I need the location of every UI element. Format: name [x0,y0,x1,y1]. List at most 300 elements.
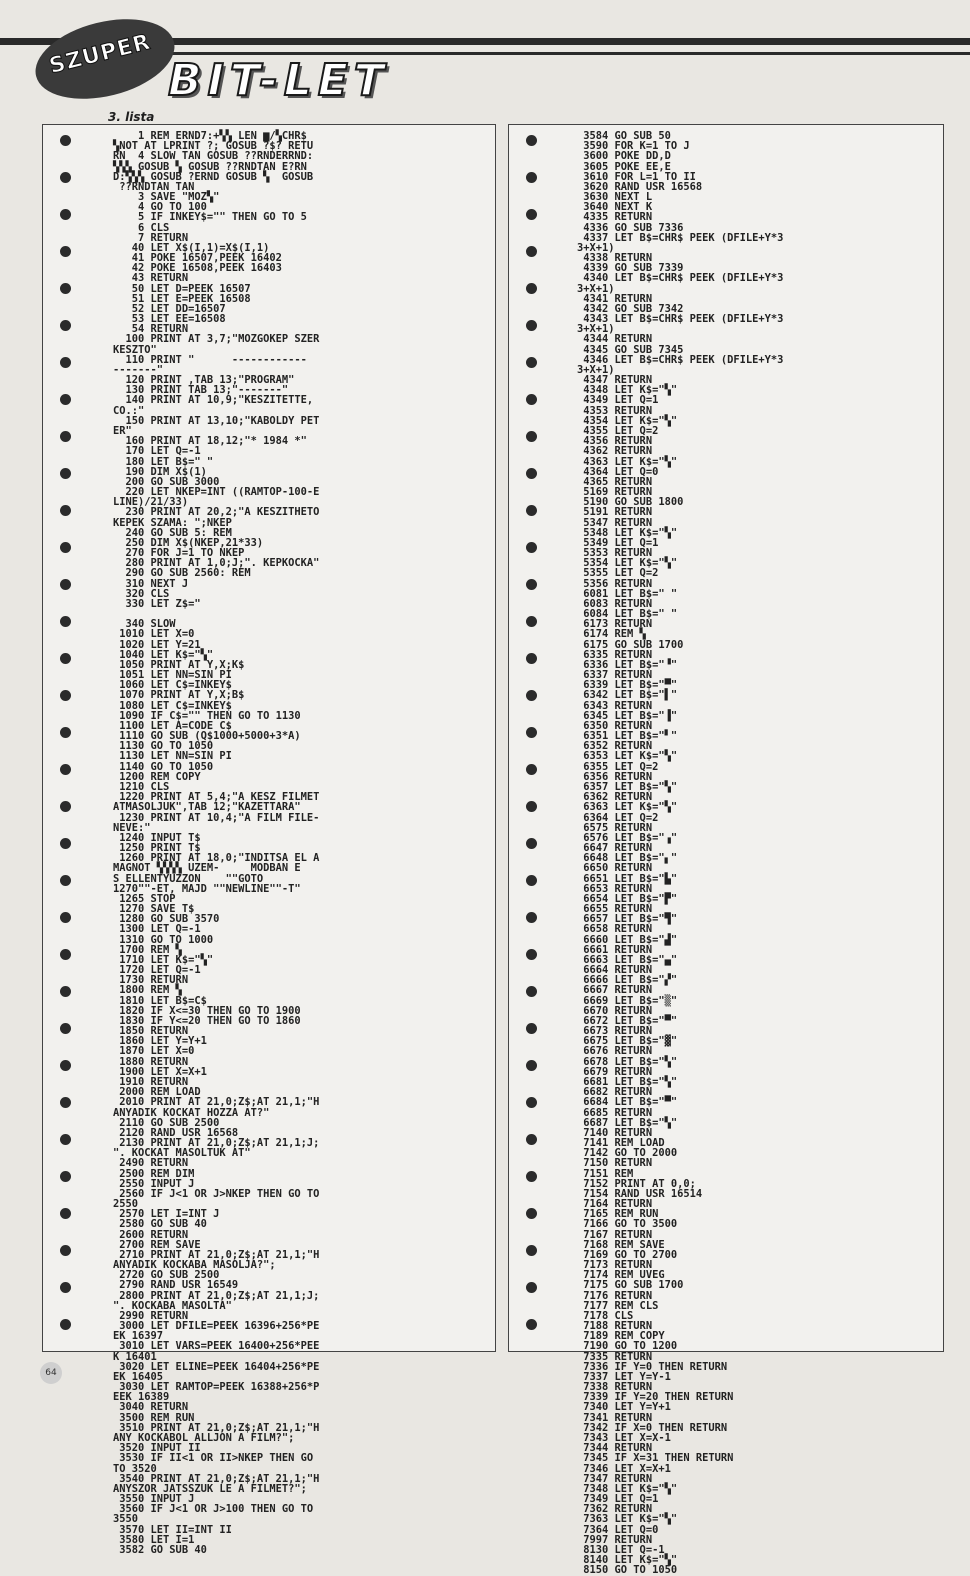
code-line: 1220 PRINT AT 5,4;"A KESZ FILMET [113,791,320,804]
code-line: 1230 PRINT AT 10,4;"A FILM FILE- [113,811,320,824]
code-line: 7154 RAND USR 16514 [577,1187,703,1200]
code-line: CO.:" [113,404,145,417]
code-line: KESZTO" [113,343,157,356]
punch-hole [526,394,537,405]
code-line: NEVE:" [113,821,151,834]
code-line: S ELLENTYUZZON ""GOTO [113,872,264,885]
code-line: 6352 RETURN [577,740,653,753]
code-line: 3500 REM RUN [113,1411,195,1424]
code-line: 7152 PRINT AT 0,0; [577,1177,696,1190]
code-line: 130 PRINT TAB 13;"-------" [113,384,289,397]
code-line: 5348 LET K$="▚" [577,526,678,539]
code-line: 6337 RETURN [577,669,653,682]
punch-hole [60,1208,71,1219]
code-line: 4364 LET Q=0 [577,465,659,478]
code-line: 6 CLS [113,221,170,234]
code-line: 6355 LET Q=2 [577,760,659,773]
code-line: 3550 [113,1513,139,1526]
code-line: 3584 GO SUB 50 [577,130,671,142]
code-line: 3550 INPUT J [113,1493,195,1506]
punch-hole [60,579,71,590]
code-line: 7345 IF X=31 THEN RETURN [577,1452,734,1465]
code-line: 1 REM ERND7:+▚▚ LEN ▆/▚CHR$ [113,130,307,142]
code-line: 3030 LET RAMTOP=PEEK 16388+256*P [113,1381,320,1394]
code-line: 7 RETURN [113,231,189,244]
punch-hole [60,1097,71,1108]
punch-hole [526,986,537,997]
code-line: 200 GO SUB 3000 [113,475,220,488]
code-line: 6657 LET B$="▜" [577,913,678,926]
code-line: 6673 RETURN [577,1025,653,1038]
code-line: 3 SAVE "MOZ▚" [113,191,220,204]
code-line: 8130 LET Q=-1 [577,1543,665,1556]
punch-hole [60,838,71,849]
code-line: ▚NOT AT LPRINT ?; GOSUB ?$? RETU [113,140,314,153]
code-line: 4337 LET B$=CHR$ PEEK (DFILE+Y*3 [577,231,784,244]
code-line: 2700 REM SAVE [113,1238,201,1251]
punch-hole [60,1319,71,1330]
code-line: 4344 RETURN [577,333,653,346]
punch-hole [60,542,71,553]
code-line: 7336 IF Y=0 THEN RETURN [577,1360,728,1373]
code-line: 2490 RETURN [113,1157,189,1170]
punch-hole [60,431,71,442]
code-line: 4 GO TO 100 [113,201,207,214]
code-line: ▚▚▚ GOSUB ▚ GOSUB ??RNDTAN E?RN [113,160,307,173]
code-line: 6675 LET B$="▓" [577,1035,678,1048]
punch-hole [526,1060,537,1071]
code-line: 1265 STOP [113,892,176,905]
code-line: 6654 LET B$="▛" [577,892,678,905]
code-line: 2550 [113,1198,139,1211]
code-line: 3640 NEXT K [577,201,653,214]
punch-hole [60,172,71,183]
code-line: 7178 CLS [577,1309,634,1322]
punch-hole [526,135,537,146]
code-line: ANY KOCKABOL ALLJON A FILM?"; [113,1432,295,1444]
code-line: 3570 LET II=INT II [113,1523,232,1536]
code-line: 41 POKE 16507,PEEK 16402 [113,252,282,265]
code-line: 7338 RETURN [577,1381,653,1394]
code-line: 6670 RETURN [577,1004,653,1017]
code-line: 7341 RETURN [577,1411,653,1424]
punch-hole [60,135,71,146]
code-line: 1310 GO TO 1000 [113,933,214,946]
punch-hole [526,468,537,479]
punch-hole [526,764,537,775]
punch-hole [526,505,537,516]
code-line: 2010 PRINT AT 21,0;Z$;AT 21,1;"H [113,1096,320,1109]
code-line: 6339 LET B$="▀" [577,679,678,692]
code-line: 1810 LET B$=C$ [113,994,207,1007]
code-line: 1060 LET C$=INKEY$ [113,679,232,692]
code-line: 5191 RETURN [577,506,653,519]
punch-hole [60,283,71,294]
code-line: 6356 RETURN [577,770,653,783]
code-line: 330 LET Z$=" [113,597,201,610]
code-line: 6664 RETURN [577,964,653,977]
code-line: 6682 RETURN [577,1086,653,1099]
code-line: 5169 RETURN [577,486,653,499]
punch-hole [526,209,537,220]
code-line: 6363 LET K$="▚" [577,801,678,814]
code-line: 4339 GO SUB 7339 [577,262,684,275]
punch-hole [60,875,71,886]
code-line: 4354 LET K$="▚" [577,414,678,427]
code-line: 4347 RETURN [577,374,653,387]
code-line: 5 IF INKEY$="" THEN GO TO 5 [113,211,307,224]
code-line: 250 DIM X$(NKEP,21*33) [113,536,264,549]
code-line: 1020 LET Y=21 [113,638,201,651]
code-line: 4341 RETURN [577,292,653,305]
code-line: 3000 LET DFILE=PEEK 16396+256*PE [113,1320,320,1333]
code-line: 4355 LET Q=2 [577,424,659,437]
punch-hole [60,616,71,627]
code-line: 1880 RETURN [113,1055,189,1068]
code-line: 5347 RETURN [577,516,653,529]
code-line: 1090 IF C$="" THEN GO TO 1130 [113,709,301,722]
code-line: 5354 LET K$="▚" [577,557,678,570]
code-line: 6653 RETURN [577,882,653,895]
code-line: 6666 LET B$="▞" [577,974,678,987]
code-line: 280 PRINT AT 1,0;J;". KEPKOCKA" [113,557,320,570]
code-line: 7150 RETURN [577,1157,653,1170]
code-line: 6357 LET B$="▚" [577,781,678,793]
code-line: RN 4 SLOW TAN GOSUB ??RNDERRND: [113,150,314,163]
punch-hole [526,690,537,701]
code-line: 5356 RETURN [577,577,653,590]
punch-hole [526,801,537,812]
code-line: 6335 RETURN [577,648,653,661]
code-line: 4343 LET B$=CHR$ PEEK (DFILE+Y*3 [577,313,784,326]
code-line: 2800 PRINT AT 21,0;Z$;AT 21,1;J; [113,1289,320,1302]
code-line: 6687 LET B$="▚" [577,1116,678,1129]
code-line: 7347 RETURN [577,1472,653,1485]
punch-hole [60,505,71,516]
code-line: 1250 PRINT T$ [113,842,201,855]
punch-hole [526,875,537,886]
code-line: 8140 LET K$="▚" [577,1554,678,1567]
code-line: 1050 PRINT AT Y,X;K$ [113,658,245,671]
punch-hole [526,1245,537,1256]
punch-hole [60,949,71,960]
code-line: 3605 POKE EE,E [577,160,671,173]
code-line: 4342 GO SUB 7342 [577,302,684,315]
code-line: 3630 NEXT L [577,191,653,204]
code-line: 4338 RETURN [577,252,653,265]
code-line: 310 NEXT J [113,577,189,590]
code-line: 1080 LET C$=INKEY$ [113,699,232,712]
code-line: 54 RETURN [113,323,189,336]
badge-text: SZUPER [46,29,154,80]
code-line: 5353 RETURN [577,547,653,560]
code-line: 7151 REM [577,1167,634,1180]
code-line: 7346 LET X=X+1 [577,1462,671,1475]
code-line: 230 PRINT AT 20,2;"A KESZITHETO [113,506,320,519]
code-line: 6575 RETURN [577,821,653,834]
punch-hole [60,209,71,220]
code-line: 6676 RETURN [577,1045,653,1058]
punch-hole [526,949,537,960]
code-line: 100 PRINT AT 3,7;"MOZGOKEP SZER [113,333,320,346]
punch-hole [60,357,71,368]
punch-hole [526,357,537,368]
code-line: 1010 LET X=0 [113,628,195,641]
punch-hole [60,1060,71,1071]
code-line: 1830 IF Y<=20 THEN GO TO 1860 [113,1014,301,1027]
code-line: 5355 LET Q=2 [577,567,659,580]
punch-hole [60,764,71,775]
code-line: 1110 GO SUB (Q$1000+5000+3*A) [113,730,301,743]
code-line: 3510 PRINT AT 21,0;Z$;AT 21,1;"H [113,1421,320,1434]
code-line: 3010 LET VARS=PEEK 16400+256*PEE [113,1340,320,1353]
code-line: 7190 GO TO 1200 [577,1340,678,1353]
code-line: 8150 GO TO 1050 [577,1564,678,1576]
code-line: 6663 LET B$="▄" [577,953,678,966]
code-line: 40 LET X$(I,1)=X$(I,1) [113,241,270,254]
code-line: 7348 LET K$="▚" [577,1482,678,1495]
code-line: 7164 RETURN [577,1198,653,1211]
code-line: 6362 RETURN [577,791,653,804]
code-line: ". KOCKAT MASOLTUK AT" [113,1147,251,1160]
code-line: EK 16405 [113,1370,164,1383]
punch-hole [60,727,71,738]
code-line: 7142 GO TO 2000 [577,1147,678,1160]
code-line: 6173 RETURN [577,618,653,631]
code-line: ". KOCKABA MASOLTA" [113,1299,232,1312]
code-line: EEK 16389 [113,1391,170,1404]
code-line: 1270 SAVE T$ [113,903,195,916]
code-line: 1240 INPUT T$ [113,831,201,844]
code-line: 1820 IF X<=30 THEN GO TO 1900 [113,1004,301,1017]
code-line: 7174 REM UVEG [577,1269,665,1282]
code-line: 7177 REM CLS [577,1299,659,1312]
code-line: 53 LET EE=16508 [113,313,226,326]
code-line: 110 PRINT " ------------ [113,353,307,366]
code-line: ATMASOLJUK",TAB 12;"KAZETTARA" [113,801,301,814]
punch-hole [526,653,537,664]
code-line: 1040 LET K$="▚" [113,648,214,661]
code-line: 6648 LET B$="▖" [577,852,678,865]
code-line: 240 GO SUB 5: REM [113,526,232,539]
code-line: 6576 LET B$="▗" [577,831,678,844]
code-line: 270 FOR J=1 TO NKEP [113,547,245,560]
code-line: 7343 LET X=X-1 [577,1432,671,1444]
punch-hole [526,1208,537,1219]
code-line: 1130 GO TO 1050 [113,740,214,753]
code-line: 6651 LET B$="▙" [577,872,678,885]
code-line: 3530 IF II<1 OR II>NKEP THEN GO [113,1452,314,1465]
code-line: 290 GO SUB 2560: REM [113,567,251,580]
punch-hole [526,838,537,849]
code-line: 120 PRINT ,TAB 13;"PROGRAM" [113,374,295,387]
code-line: 7168 REM SAVE [577,1238,665,1251]
code-line: 4362 RETURN [577,445,653,458]
code-line: 170 LET Q=-1 [113,445,201,458]
code-line: 7167 RETURN [577,1228,653,1241]
code-line: -------" [113,363,164,376]
code-line: TO 3520 [113,1462,157,1475]
code-line: 3540 PRINT AT 21,0;Z$;AT 21,1;"H [113,1472,320,1485]
code-line: 140 PRINT AT 10,9;"KESZITETTE, [113,394,314,407]
punch-hole [60,986,71,997]
code-line: 7165 REM RUN [577,1208,659,1221]
punch-hole [60,1282,71,1293]
code-line: 3+X+1) [577,241,615,254]
code-line: 220 LET NKEP=INT ((RAMTOP-100-E [113,486,320,499]
code-line: 6336 LET B$="▝" [577,658,678,671]
punch-hole [60,468,71,479]
code-line: 4349 LET Q=1 [577,394,659,407]
code-line: 7997 RETURN [577,1533,653,1546]
program-listing-left [113,131,319,1555]
code-line: 340 SLOW [113,618,176,631]
code-line: 7335 RETURN [577,1350,653,1363]
code-line: 7175 GO SUB 1700 [577,1279,684,1292]
code-line: 1900 LET X=X+1 [113,1065,207,1078]
code-line: 51 LET E=PEEK 16508 [113,292,251,305]
code-line: 42 POKE 16508,PEEK 16403 [113,262,282,275]
code-line: 2560 IF J<1 OR J>NKEP THEN GO TO [113,1187,320,1200]
code-line: 4336 GO SUB 7336 [577,221,684,234]
code-line: 7344 RETURN [577,1442,653,1455]
punch-hole [526,1282,537,1293]
code-line: 7141 REM LOAD [577,1137,665,1150]
code-line: 1710 LET K$="▚" [113,953,214,966]
code-line: 3580 LET I=1 [113,1533,195,1546]
code-line: 7349 LET Q=1 [577,1493,659,1506]
code-line: 2110 GO SUB 2500 [113,1116,220,1129]
code-line: 4335 RETURN [577,211,653,224]
code-line: 1210 CLS [113,781,170,793]
code-line: 3040 RETURN [113,1401,189,1414]
code-line: 2710 PRINT AT 21,0;Z$;AT 21,1;"H [113,1248,320,1261]
code-line: 6661 RETURN [577,943,653,956]
code-line: 6351 LET B$="▘" [577,730,678,743]
code-line: EK 16397 [113,1330,164,1343]
code-line: 3620 RAND USR 16568 [577,180,703,193]
code-line: 3560 IF J<1 OR J>100 THEN GO TO [113,1503,314,1516]
code-line: 1280 GO SUB 3570 [113,913,220,926]
punch-hole [60,1023,71,1034]
punch-hole [526,283,537,294]
code-line: 180 LET B$=" " [113,455,214,468]
code-line: ??RNDTAN TAN [113,180,195,193]
punch-hole [526,1097,537,1108]
code-line: D:▚▚▚ GOSUB ?ERND GOSUB ▚ GOSUB [113,170,314,183]
punch-hole [526,1319,537,1330]
code-line: 1270""-ET, MAJD ""NEWLINE""-T" [113,882,301,895]
punch-hole [526,1134,537,1145]
code-line: 7173 RETURN [577,1259,653,1272]
code-line: 1070 PRINT AT Y,X;B$ [113,689,245,702]
page-number: 64 [40,1362,62,1384]
code-line: 6679 RETURN [577,1065,653,1078]
code-line: 7364 LET Q=0 [577,1523,659,1536]
listing-panel-left [42,124,496,1556]
code-line: 2000 REM LOAD [113,1086,201,1099]
punch-hole [60,1245,71,1256]
code-line: 4346 LET B$=CHR$ PEEK (DFILE+Y*3 [577,353,784,366]
code-line: 6343 RETURN [577,699,653,712]
code-line: 2720 GO SUB 2500 [113,1269,220,1282]
code-line: 1100 LET A=CODE C$ [113,719,232,732]
code-line: 6353 LET K$="▚" [577,750,678,763]
code-line: 6669 LET B$="▒" [577,994,678,1007]
code-line: 6678 LET B$="▚" [577,1055,678,1068]
code-line: 4340 LET B$=CHR$ PEEK (DFILE+Y*3 [577,272,784,285]
code-line: 6175 GO SUB 1700 [577,638,684,651]
punch-hole [60,1171,71,1182]
punch-hole [526,1171,537,1182]
list-label: 3. lista [108,110,155,124]
code-line: 7340 LET Y=Y+1 [577,1401,671,1414]
code-line: 3+X+1) [577,282,615,295]
punch-hole [60,1134,71,1145]
code-line: 1130 LET NN=SIN PI [113,750,232,763]
punch-hole [60,394,71,405]
code-line: 4363 LET K$="▚" [577,455,678,468]
code-line: 1730 RETURN [113,974,189,987]
code-line: 6084 LET B$=" " [577,608,678,621]
code-line: K 16401 [113,1350,157,1363]
code-line: 6655 RETURN [577,903,653,916]
code-line: 6681 LET B$="▚" [577,1075,678,1088]
code-line: 2600 RETURN [113,1228,189,1241]
code-line: 6364 LET Q=2 [577,811,659,824]
punch-hole [60,246,71,257]
code-line: 5349 LET Q=1 [577,536,659,549]
code-line: 3590 FOR K=1 TO J [577,140,690,153]
code-line: 7188 RETURN [577,1320,653,1333]
code-line: 3582 GO SUB 40 [113,1543,207,1556]
code-line: ER" [113,424,132,437]
code-line: KEPEK SZAMA: ";NKEP [113,516,232,529]
code-line: 6350 RETURN [577,719,653,732]
code-line: 2580 GO SUB 40 [113,1218,207,1231]
punch-hole [526,431,537,442]
code-line: 5190 GO SUB 1800 [577,496,684,509]
code-line: 6083 RETURN [577,597,653,610]
code-line: 7176 RETURN [577,1289,653,1302]
punch-hole [60,653,71,664]
punch-hole [526,912,537,923]
code-line: 7140 RETURN [577,1126,653,1139]
punch-hole [526,172,537,183]
code-line: 1300 LET Q=-1 [113,923,201,936]
punch-hole [526,542,537,553]
code-line: 2120 RAND USR 16568 [113,1126,239,1139]
code-line: 6650 RETURN [577,862,653,875]
punch-hole [60,320,71,331]
code-line: 1260 PRINT AT 18,0;"INDITSA EL A [113,852,320,865]
code-line: 6667 RETURN [577,984,653,997]
punch-hole [526,320,537,331]
code-line: 190 DIM X$(1) [113,465,207,478]
code-line: 1910 RETURN [113,1075,189,1088]
code-line: 3+X+1) [577,323,615,336]
code-line: 7169 GO TO 2700 [577,1248,678,1261]
code-line: 1850 RETURN [113,1025,189,1038]
code-line: 320 CLS [113,587,170,600]
code-line: 7339 IF Y=20 THEN RETURN [577,1391,734,1404]
code-line: 150 PRINT AT 13,10;"KABOLDY PET [113,414,320,427]
code-line: 6672 LET B$="▀" [577,1014,678,1027]
punch-hole [526,246,537,257]
code-line: 1700 REM ▚ [113,943,182,956]
code-line: 1860 LET Y=Y+1 [113,1035,207,1048]
code-line: 43 RETURN [113,272,189,285]
